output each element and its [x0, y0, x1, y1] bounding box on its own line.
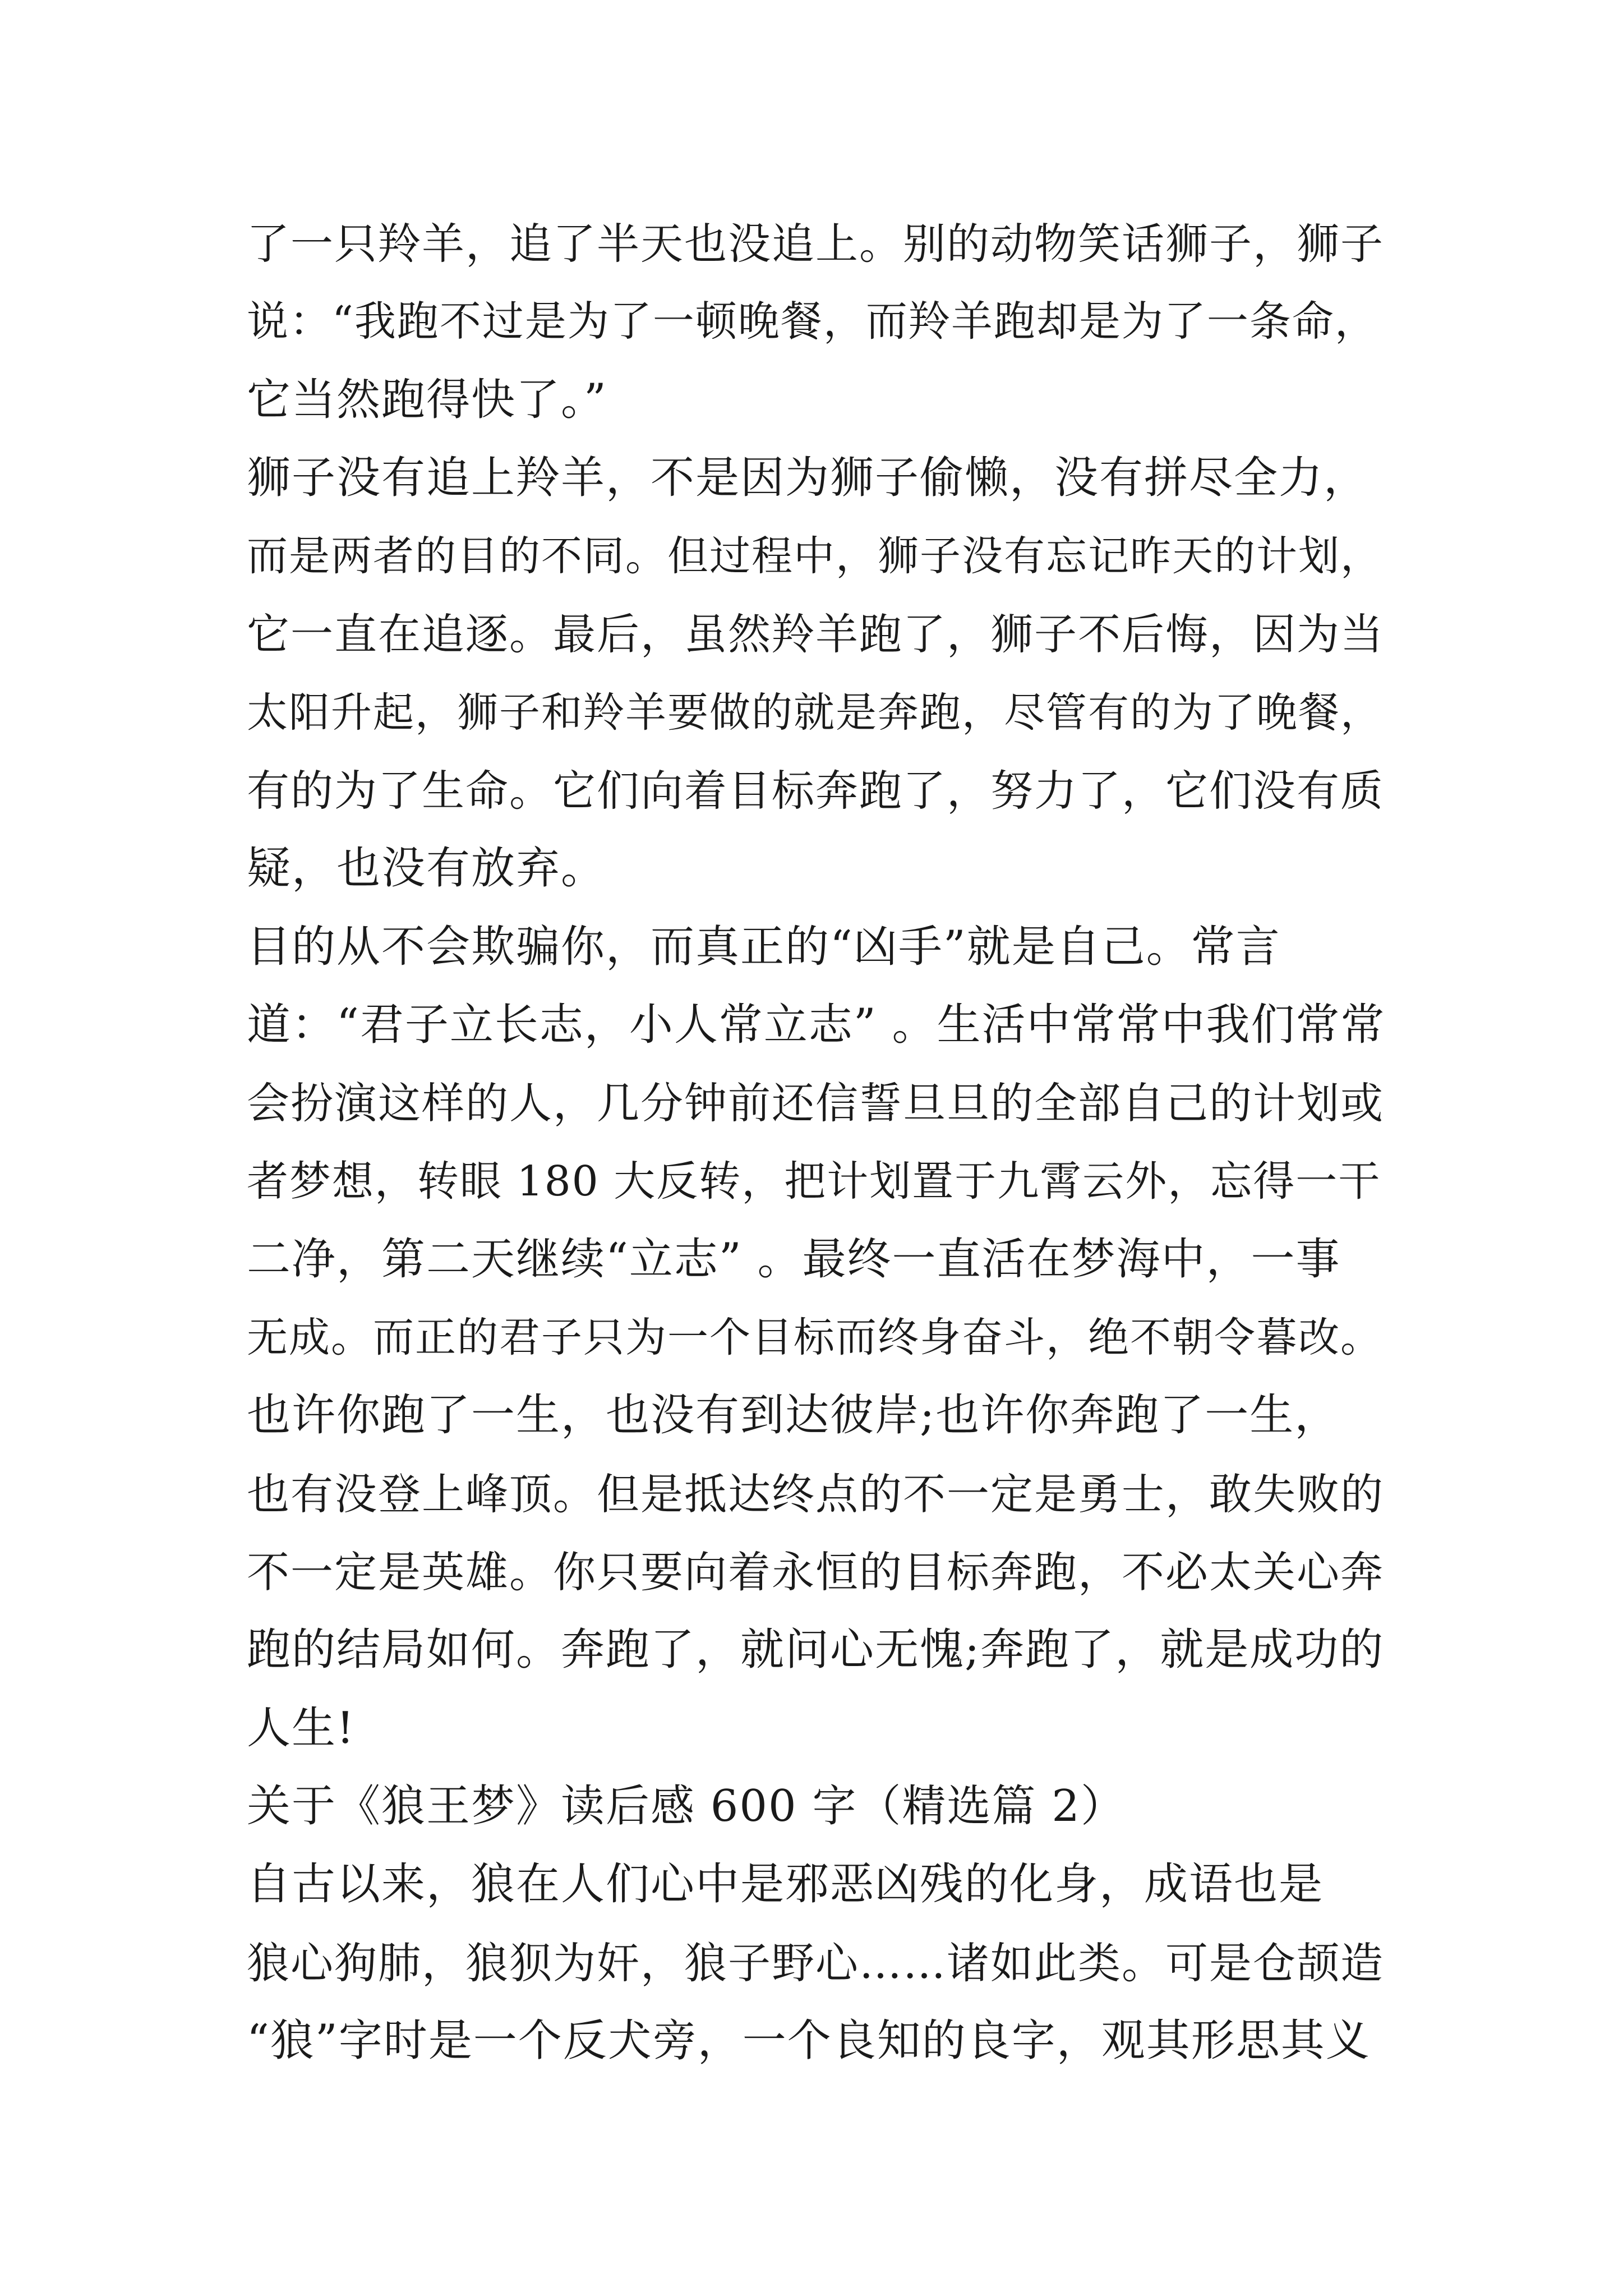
text-line: 者梦想，转眼 180 大反转，把计划置于九霄云外，忘得一干: [247, 1157, 1381, 1205]
text-line: 跑的结局如何。奔跑了，就问心无愧;奔跑了，就是成功的: [247, 1625, 1385, 1676]
text-line: 了一只羚羊，追了半天也没追上。别的动物笑话狮子，狮子: [247, 219, 1384, 269]
text-line: 人生!: [247, 1703, 356, 1754]
text-line: 狼心狗肺，狼狈为奸，狼子野心……诸如此类。可是仓颉造: [247, 1938, 1384, 1988]
text-line: 有的为了生命。它们向着目标奔跑了，努力了，它们没有质: [247, 766, 1384, 816]
text-line: 而是两者的目的不同。但过程中，狮子没有忘记昨天的计划，: [247, 532, 1382, 581]
text-line: 疑，也没有放弃。: [247, 843, 606, 894]
text-line: 也许你跑了一生，也没有到达彼岸;也许你奔跑了一生，: [247, 1390, 1340, 1441]
text-line: 道：“君子立长志，小人常立志” 。生活中常常中我们常常: [247, 999, 1386, 1050]
text-line: 狮子没有追上羚羊，不是因为狮子偷懒，没有拼尽全力，: [247, 452, 1369, 503]
text-line: 也有没登上峰顶。但是抵达终点的不一定是勇士，敢失败的: [247, 1469, 1384, 1519]
text-line: 它一直在追逐。最后，虽然羚羊跑了，狮子不后悔，因为当: [247, 609, 1384, 660]
text-line: 不一定是英雄。你只要向着永恒的目标奔跑，不必太关心奔: [247, 1547, 1384, 1598]
text-line: 会扮演这样的人，几分钟前还信誓旦旦的全部自己的计划或: [247, 1078, 1384, 1129]
text-line: 自古以来，狼在人们心中是邪恶凶残的化身，成语也是: [247, 1859, 1324, 1910]
text-line: 说：“我跑不过是为了一顿晚餐，而羚羊跑却是为了一条命，: [247, 297, 1377, 346]
text-line: 目的从不会欺骗你，而真正的“凶手”就是自己。常言: [247, 921, 1281, 972]
section-heading: 关于《狼王梦》读后感 600 字（精选篇 2）: [247, 1780, 1126, 1832]
text-line: 无成。而正的君子只为一个目标而终身奋斗，绝不朝令暮改。: [247, 1314, 1382, 1362]
text-line: “狼”字时是一个反犬旁，一个良知的良字，观其形思其义: [247, 2015, 1371, 2066]
text-line: 二净，第二天继续“立志” 。最终一直活在梦海中，一事: [247, 1234, 1341, 1285]
body-text: [247, 205, 1391, 2080]
text-line: 太阳升起，狮子和羚羊要做的就是奔跑，尽管有的为了晚餐，: [247, 688, 1382, 737]
text-line: 它当然跑得快了。”: [247, 374, 607, 425]
